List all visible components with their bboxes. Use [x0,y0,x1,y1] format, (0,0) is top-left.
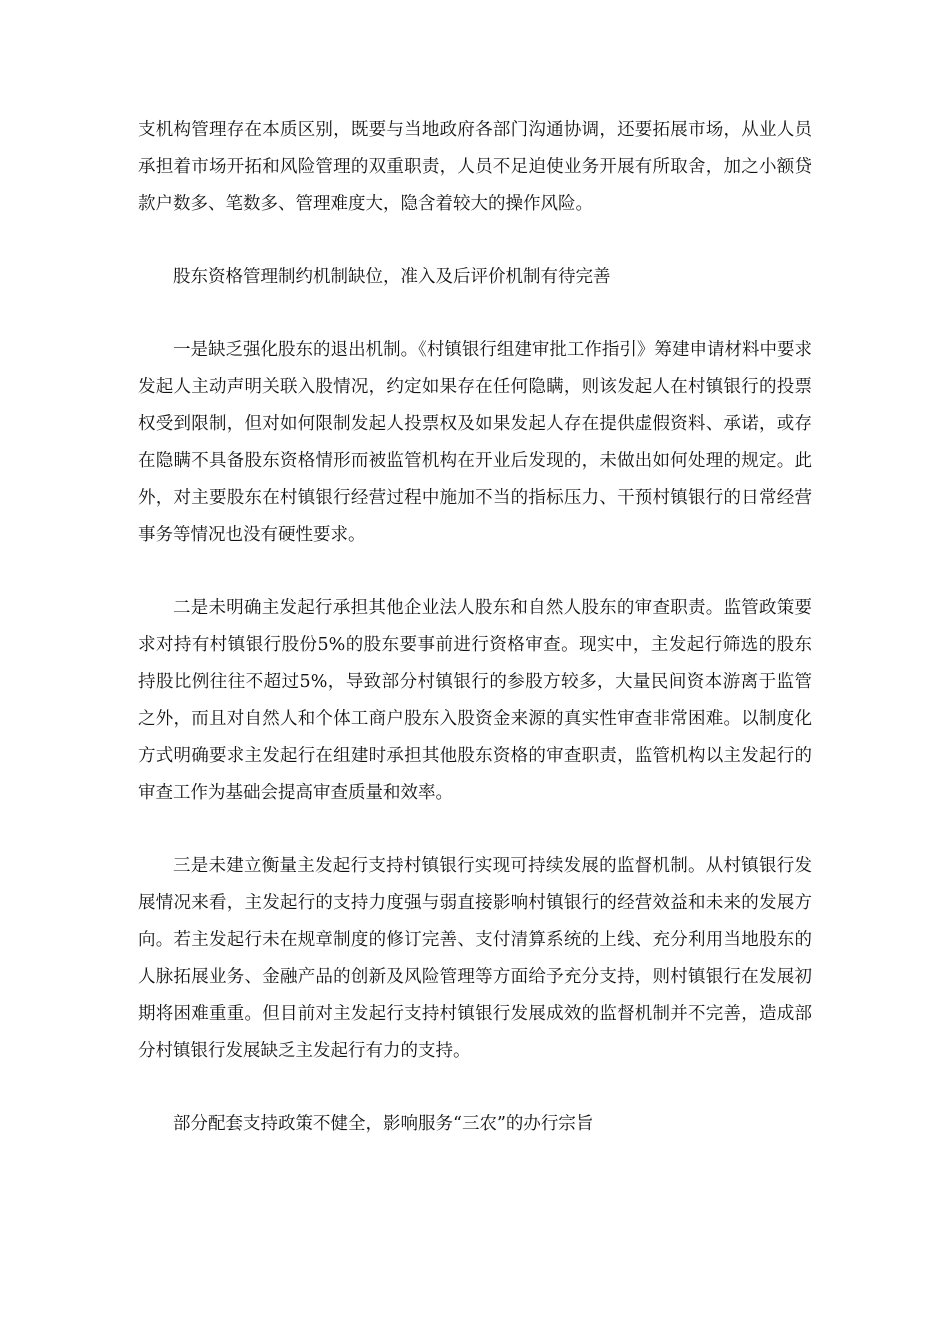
paragraph-point-one: 一是缺乏强化股东的退出机制。《村镇银行组建审批工作指引》筹建申请材料中要求发起人主动声明关联入股情况，约定如果存在任何隐瞒，则该发起人在村镇银行的投票权受到限制，但对如何限制发起人投票权及如果发起人存在提供虚假资料、承诺，或存在隐瞒不具备股东资格情形而被监管机构在开业后发现的，未做出如何处理的规定。此外，对主要股东在村镇银行经营过程中施加不当的指标压力、干预村镇银行的日常经营事务等情况也没有硬性要求。 [138,340,812,545]
document-body [138,112,812,1143]
paragraph-continuation: 支机构管理存在本质区别，既要与当地政府各部门沟通协调，还要拓展市场，从业人员承担着市场开拓和风险管理的双重职责，人员不足迫使业务开展有所取舍，加之小额贷款户数多、笔数多、管理难度大，隐含着较大的操作风险。 [138,120,812,214]
paragraph-point-three: 三是未建立衡量主发起行支持村镇银行实现可持续发展的监督机制。从村镇银行发展情况来看，主发起行的支持力度强与弱直接影响村镇银行的经营效益和未来的发展方向。若主发起行未在规章制度的修订完善、支付清算系统的上线、充分利用当地股东的人脉拓展业务、金融产品的创新及风险管理等方面给予充分支持，则村镇银行在发展初期将困难重重。但目前对主发起行支持村镇银行发展成效的监督机制并不完善，造成部分村镇银行发展缺乏主发起行有力的支持。 [138,856,812,1061]
section-heading-supporting-policies: 部分配套支持政策不健全，影响服务“三农”的办行宗旨 [173,1114,594,1134]
paragraph-point-two: 二是未明确主发起行承担其他企业法人股东和自然人股东的审查职责。监管政策要求对持有村镇银行股份5%的股东要事前进行资格审查。现实中，主发起行筛选的股东持股比例往往不超过5%，导致部分村镇银行的参股方较多，大量民间资本游离于监管之外，而且对自然人和个体工商户股东入股资金来源的真实性审查非常困难。以制度化方式明确要求主发起行在组建时承担其他股东资格的审查职责，监管机构以主发起行的审查工作为基础会提高审查质量和效率。 [138,598,812,803]
section-heading-shareholder-management: 股东资格管理制约机制缺位，准入及后评价机制有待完善 [173,267,611,287]
